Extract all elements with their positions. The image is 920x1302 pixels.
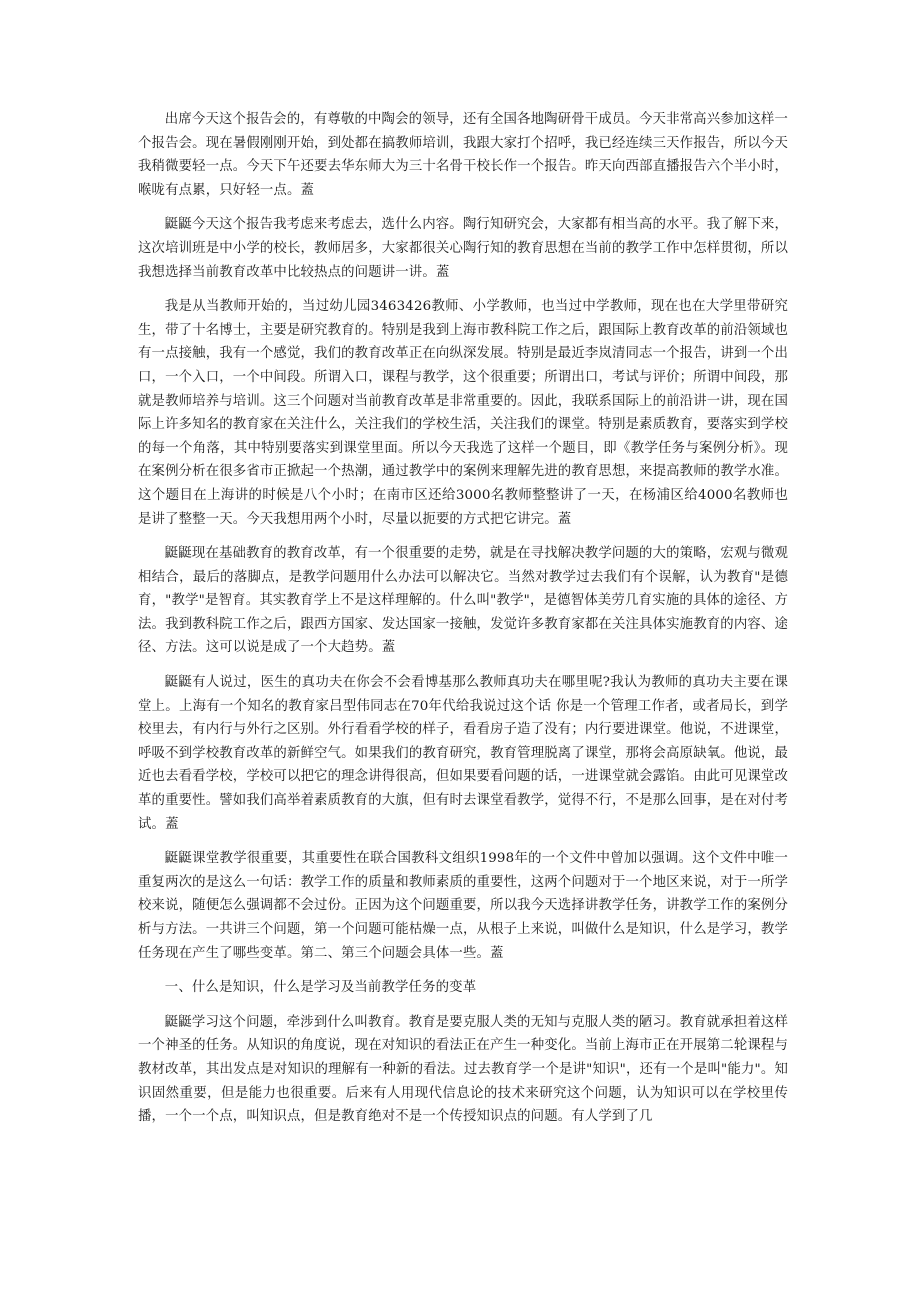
- paragraph-background: 我是从当教师开始的，当过幼儿园3463426教师、小学教师，也当过中学教师，现在也在大学里带研究生，带了十名博士，主要是研究教育的。特别是我到上海市教科院工作之后，跟国际上教育改革的前沿领域也有一点接触，我有一个感觉，我们的教育改革正在向纵深发展。特别是最近李岚清同志一个报告，讲到一个出口，一个入口，一个中间段。所谓入口，课程与教学，这个很重要；所谓出口，考试与评价；所谓中间段，那就是教师培养与培训。这三个问题对当前教育改革是非常重要的。因此，我联系国际上的前沿讲一讲，现在国际上许多知名的教育家在关注什么，关注我们的学校生活，关注我们的课堂。特别是素质教育，要落实到学校的每一个角落，其中特别要落实到课堂里面。所以今天我选了这样一个题目，即《教学任务与案例分析》。现在案例分析在很多省市正掀起一个热潮，通过教学中的案例来理解先进的教育思想，来提高教师的教学水准。这个题目在上海讲的时候是八个小时；在南市区还给3000名教师整整讲了一天，在杨浦区给4000名教师也是讲了整整一天。今天我想用两个小时，尽量以扼要的方式把它讲完。蓋: [138, 299, 788, 527]
- paragraph-topic-choice: 鼮鼮今天这个报告我考虑来考虑去，选什么内容。陶行知研究会，大家都有相当高的水平。我了解下来，这次培训班是中小学的校长，教师居多，大家都很关心陶行知的教育思想在当前的教学工作中怎样贯彻，所以我想选择当前教育改革中比较热点的问题讲一讲。蓋: [138, 217, 788, 280]
- paragraph-unesco: 鼮鼮课堂教学很重要，其重要性在联合国教科文组织1998年的一个文件中曾加以强调。这个文件中唯一重复两次的是这么一句话：教学工作的质量和教师素质的重要性，这两个问题对于一个地区来说，对于一所学校来说，随便怎么强调都不会过份。正因为这个问题重要，所以我今天选择讲教学任务，讲教学工作的案例分析与方法。一共讲三个问题，第一个问题可能枯燥一点，从根子上来说，叫做什么是知识，什么是学习，教学任务现在产生了哪些变革。第二、第三个问题会具体一些。蓋: [138, 851, 788, 961]
- document-body: [138, 108, 788, 1140]
- paragraph-classroom: 鼮鼮有人说过，医生的真功夫在你会不会看博基那么教师真功夫在哪里呢?我认为教师的真功夫主要在课堂上。上海有一个知名的教育家吕型伟同志在70年代给我说过这个话 你是一个管理工作者，或者局长，到学校里去，有内行与外行之区别。外行看看学校的样子，看看房子造了没有；内行要进课堂。他说，不进课堂，呼吸不到学校教育改革的新鲜空气。如果我们的教育研究，教育管理脱离了课堂，那将会高原缺氧。他说，最近也去看看学校，学校可以把它的理念讲得很高，但如果要看问题的话，一进课堂就会露馅。由此可见课堂改革的重要性。譬如我们高举着素质教育的大旗，但有时去课堂看教学，觉得不行，不是那么回事，是在对付考试。蓋: [138, 675, 788, 832]
- paragraph-intro: 出席今天这个报告会的，有尊敬的中陶会的领导，还有全国各地陶研骨干成员。今天非常高兴参加这样一个报告会。现在暑假刚刚开始，到处都在搞教师培训，我跟大家打个招呼，我已经连续三天作报告，所以今天我稍微要轻一点。今天下午还要去华东师大为三十名骨干校长作一个报告。昨天向西部直播报告六个半小时，喉咙有点累，只好轻一点。蓋: [138, 112, 788, 198]
- paragraph-reform-trend: 鼮鼮现在基础教育的教育改革，有一个很重要的走势，就是在寻找解决教学问题的大的策略，宏观与微观相结合，最后的落脚点，是教学问题用什么办法可以解决它。当然对教学过去我们有个误解，认为教育"是德育，"教学"是智育。其实教育学上不是这样理解的。什么叫"教学"，是德智体美劳几育实施的具体的途径、方法。我到教科院工作之后，跟西方国家、发达国家一接触，发觉许多教育家都在关注具体实施教育的内容、途径、方法。这可以说是成了一个大趋势。蓋: [138, 546, 788, 656]
- section-heading: 一、什么是知识，什么是学习及当前教学任务的变革: [164, 980, 477, 996]
- paragraph-knowledge: 鼮鼮学习这个问题，牵涉到什么叫教育。教育是要克服人类的无知与克服人类的陋习。教育就承担着这样一个神圣的任务。从知识的角度说，现在对知识的看法正在产生一种变化。当前上海市正在开展第二轮课程与教材改革，其出发点是对知识的理解有一种新的看法。过去教育学一个是讲"知识"，还有一个是叫"能力"。知识固然重要，但是能力也很重要。后来有人用现代信息论的技术来研究这个问题，认为知识可以在学校里传播，一个一个点，叫知识点，但是教育绝对不是一个传授知识点的问题。有人学到了几: [138, 1014, 788, 1125]
